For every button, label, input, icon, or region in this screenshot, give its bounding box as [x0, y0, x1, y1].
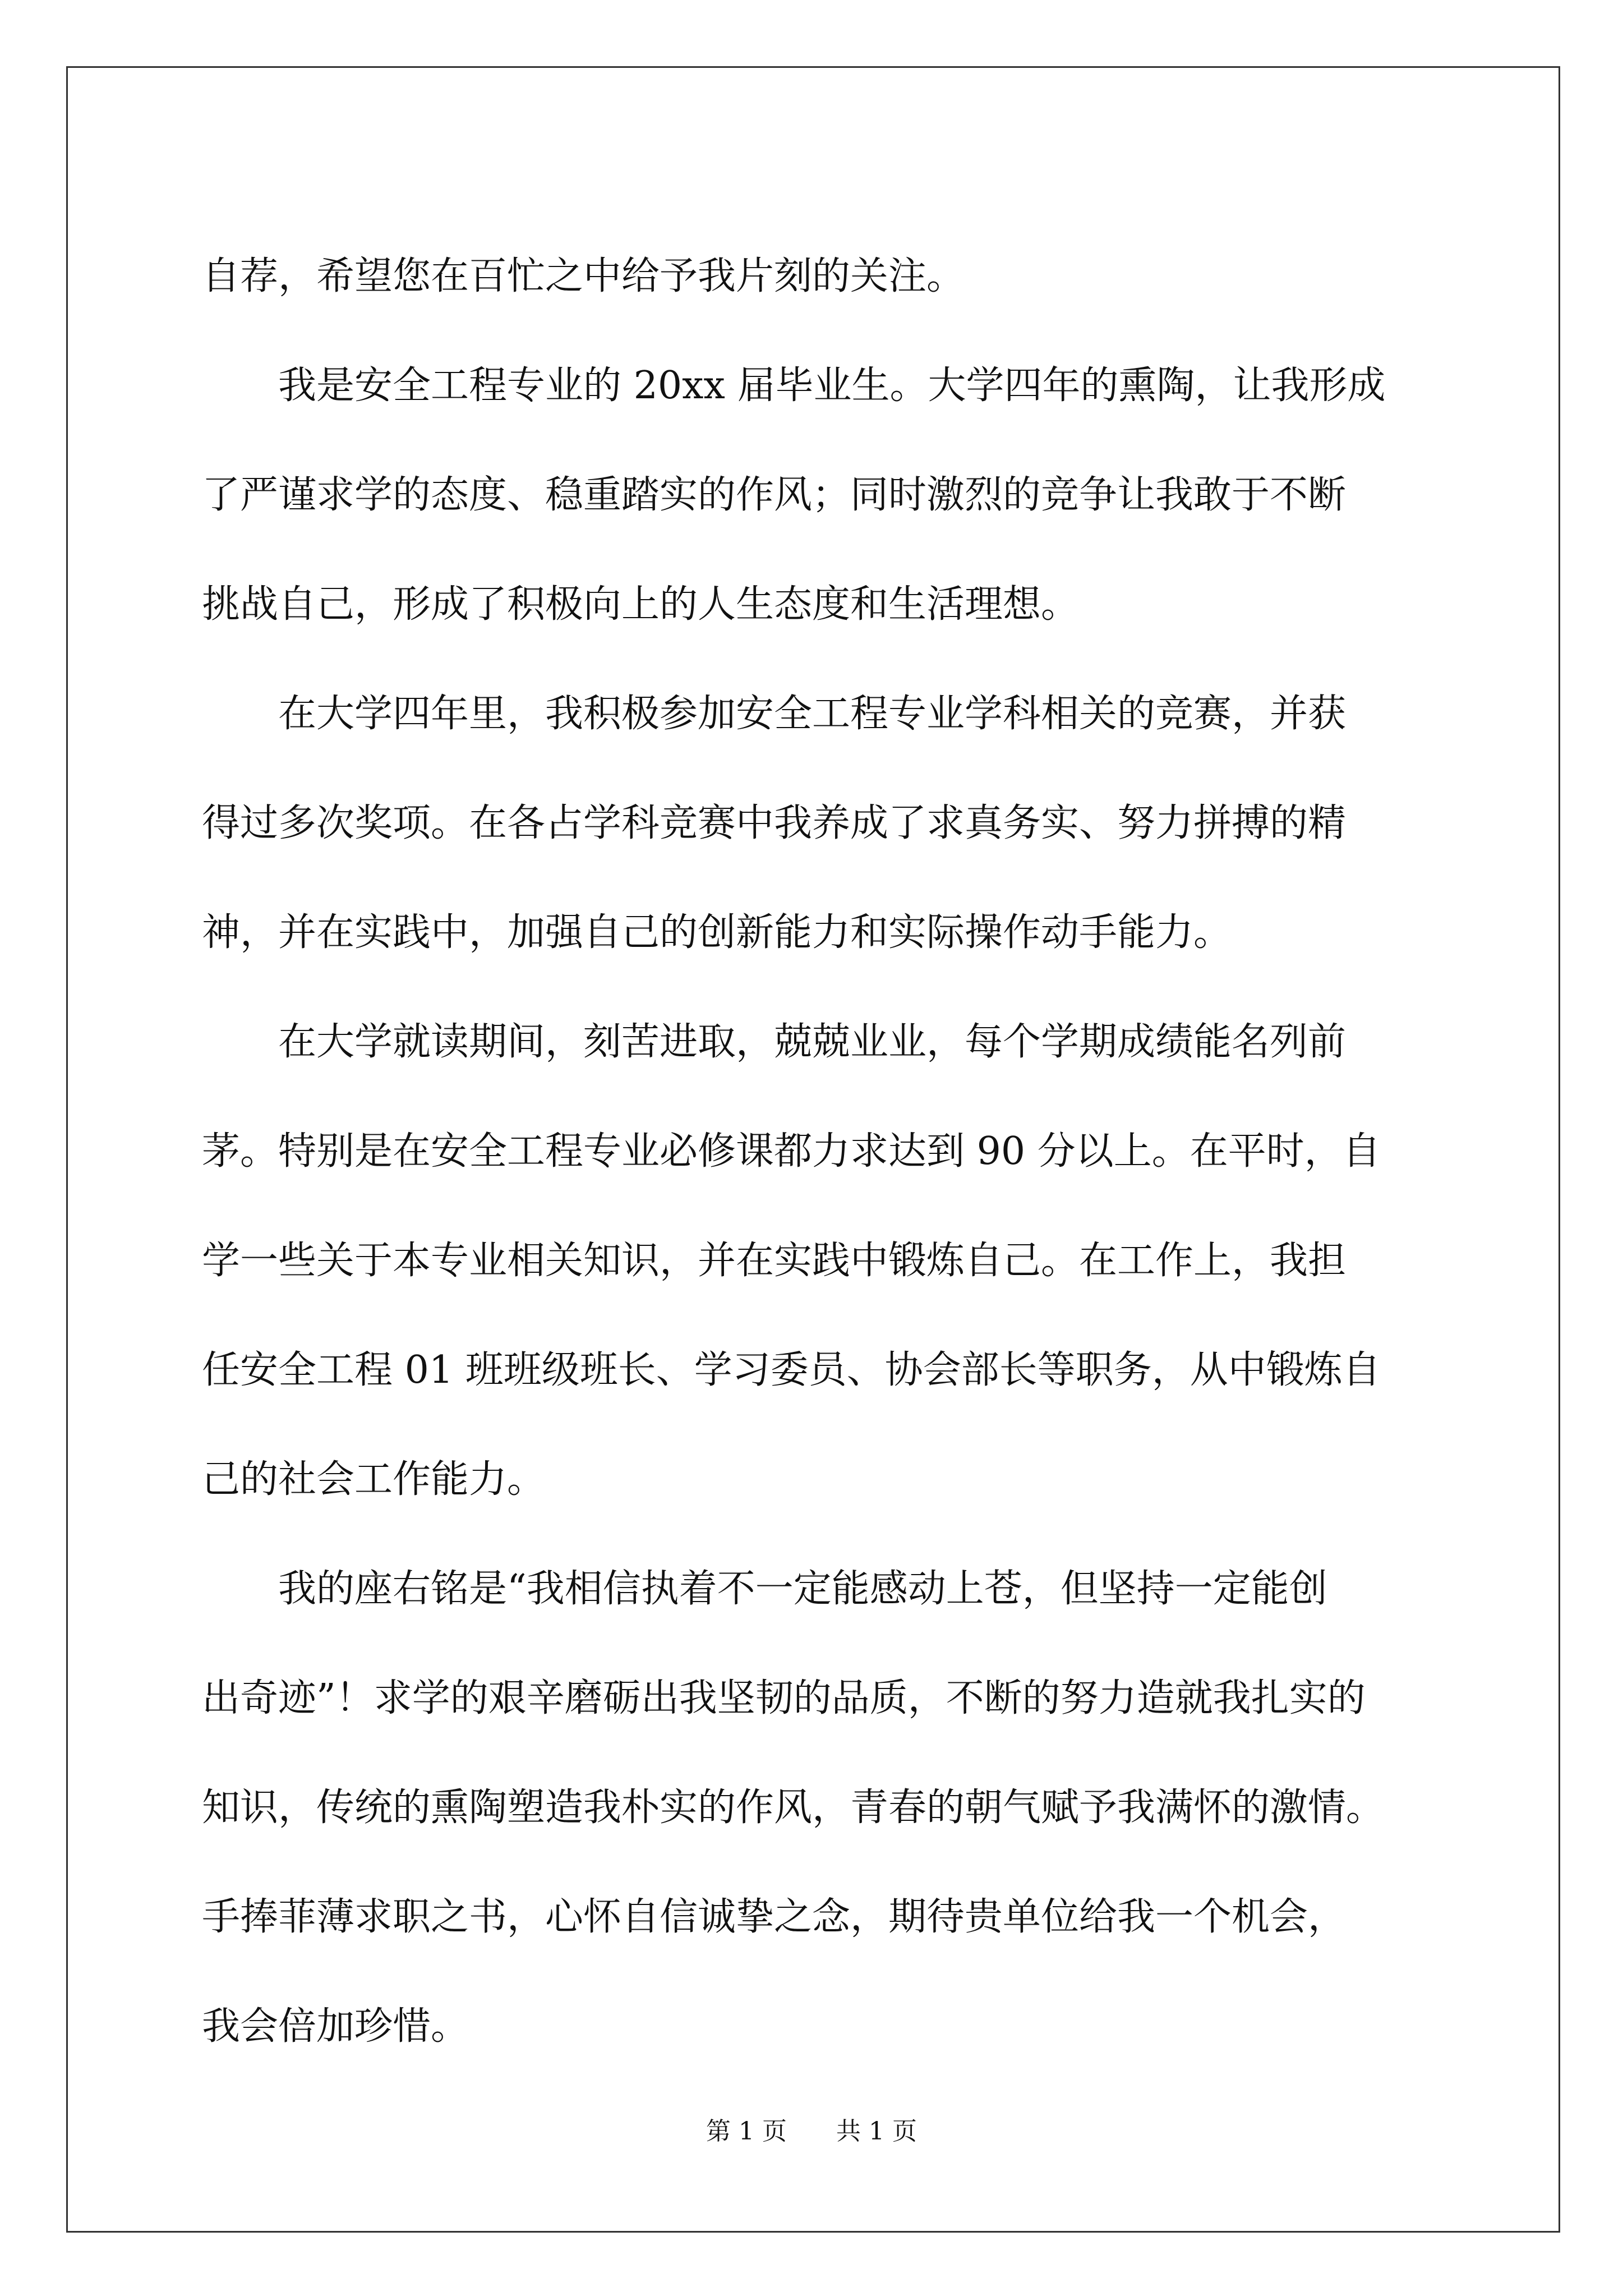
paragraph-first-line: 在大学四年里，我积极参加安全工程专业学科相关的竞赛，并获 [278, 692, 1347, 736]
text-line: 茅。特别是在安全工程专业必修课都力求达到 90 分以上。在平时，自 [202, 1129, 1381, 1174]
text-line: 神，并在实践中，加强自己的创新能力和实际操作动手能力。 [202, 910, 1232, 955]
paragraph-first-line: 在大学就读期间，刻苦进取，兢兢业业，每个学期成绩能名列前 [278, 1020, 1347, 1064]
text-line: 我会倍加珍惜。 [202, 2004, 469, 2049]
text-line: 手捧菲薄求职之书，心怀自信诚挚之念，期待贵单位给我一个机会， [202, 1895, 1347, 1939]
text-line: 了严谨求学的态度、稳重踏实的作风；同时激烈的竞争让我敢于不断 [202, 473, 1347, 517]
page-total: 共 1 页 [836, 2117, 917, 2146]
paragraph-first-line: 我是安全工程专业的 20xx 届毕业生。大学四年的熏陶，让我形成 [278, 364, 1386, 408]
text-line: 得过多次奖项。在各占学科竞赛中我养成了求真务实、努力拼搏的精 [202, 801, 1347, 845]
text-line: 己的社会工作能力。 [202, 1457, 546, 1502]
text-line: 任安全工程 01 班班级班长、学习委员、协会部长等职务，从中锻炼自 [202, 1348, 1381, 1392]
text-line: 出奇迹”！求学的艰辛磨砺出我坚韧的品质，不断的努力造就我扎实的 [202, 1676, 1366, 1720]
text-line: 自荐，希望您在百忙之中给予我片刻的关注。 [202, 254, 965, 298]
page-footer [0, 2115, 1623, 2148]
text-line: 学一些关于本专业相关知识，并在实践中锻炼自己。在工作上，我担 [202, 1239, 1347, 1283]
text-line: 知识，传统的熏陶塑造我朴实的作风，青春的朝气赋予我满怀的激情。 [202, 1786, 1385, 1830]
document-body [202, 222, 1436, 2081]
paragraph-first-line: 我的座右铭是“我相信执着不一定能感动上苍，但坚持一定能创 [278, 1567, 1327, 1611]
page-number: 第 1 页 [706, 2117, 787, 2146]
text-line: 挑战自己，形成了积极向上的人生态度和生活理想。 [202, 582, 1080, 627]
